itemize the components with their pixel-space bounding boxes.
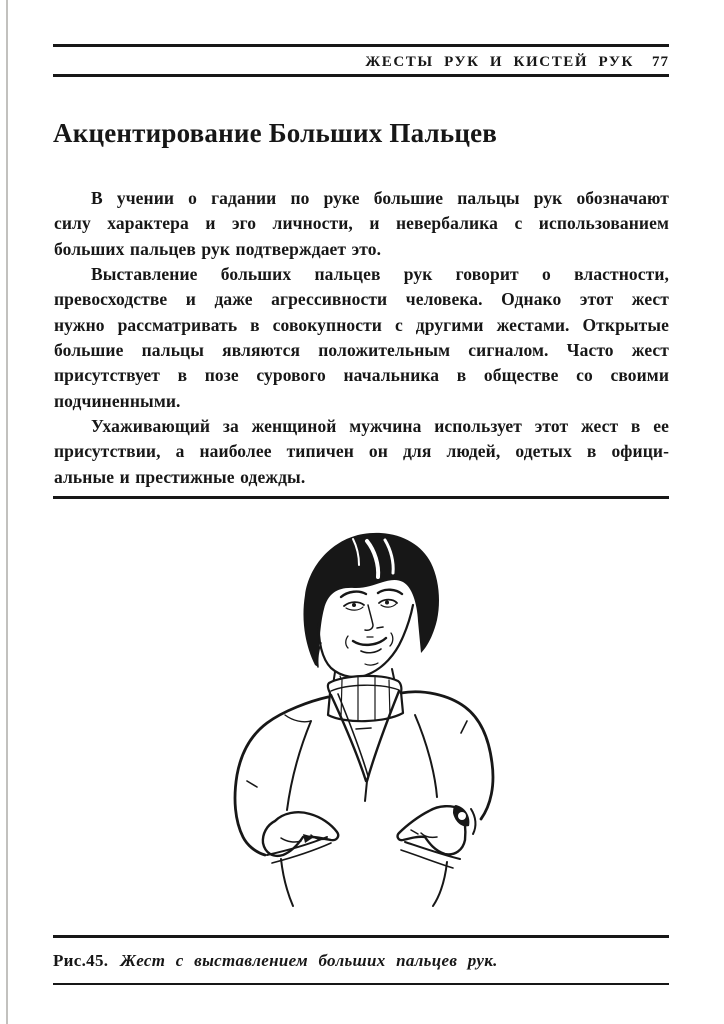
text-line: Ухаживающий за женщиной мужчина использует этот жест в ее (91, 415, 669, 436)
text-line: силу характера и эго личности, и невербалика с использованием (54, 213, 669, 234)
text-line: Выставление больших пальцев рук говорит о властности, (91, 263, 669, 284)
thumbs-gesture-illustration (215, 525, 525, 935)
running-title: ЖЕСТЫ РУК И КИСТЕЙ РУК (365, 54, 634, 70)
hair (303, 533, 439, 667)
text-line: альные и престижные одежды. (54, 466, 306, 487)
text-line: подчиненными. (54, 390, 181, 411)
text-line: присутствии, а наиболее типичен он для людей, одетых в офици- (54, 441, 669, 462)
paragraph (54, 262, 669, 414)
caption-text: Жест с выставлением больших пальцев рук. (120, 951, 498, 970)
page-number: 77 (652, 54, 669, 70)
text-line: В учении о гадании по руке большие пальцы рук обозначают (91, 188, 669, 208)
text-divider-rule (53, 496, 669, 499)
caption-rule-top (53, 935, 669, 938)
paragraph (54, 186, 669, 262)
scan-edge-line (6, 0, 8, 1024)
header-rule-bottom (53, 74, 669, 77)
caption-label: Рис.45. (53, 951, 109, 970)
paragraph (54, 414, 669, 490)
body-text (54, 186, 669, 490)
text-line: большие пальцы являются положительным сигналом. Часто жест (54, 339, 669, 360)
caption-rule-bottom (53, 983, 669, 985)
header-rule-top (53, 44, 669, 47)
text-line: превосходстве и даже агрессивности человека. Однако этот жест (54, 289, 669, 310)
running-header (53, 49, 669, 75)
text-line: нужно рассматривать в совокупности с другими жестами. Открытые (54, 314, 669, 335)
text-line: присутствует в позе сурового начальника в обществе со своими (54, 365, 669, 386)
page-title: Акцентирование Больших Пальцев (53, 118, 498, 149)
figure (215, 525, 525, 935)
text-line: больших пальцев рук подтверждает это. (54, 238, 382, 259)
figure-caption (53, 948, 669, 974)
